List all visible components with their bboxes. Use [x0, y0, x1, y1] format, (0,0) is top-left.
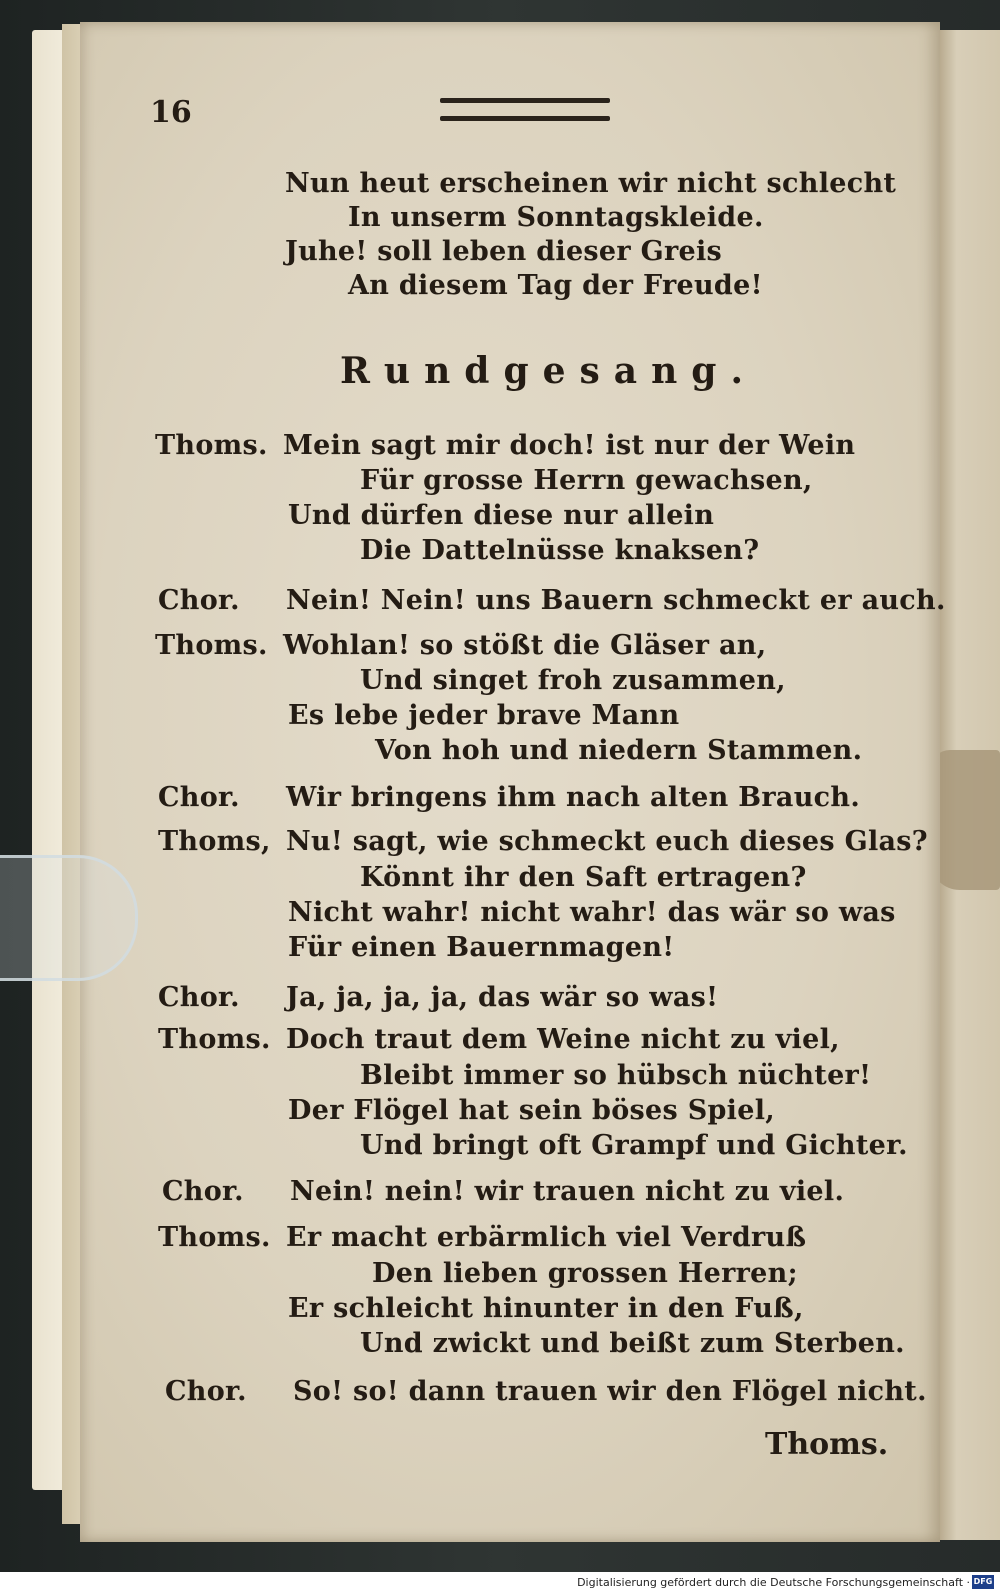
footer-credit: Digitalisierung gefördert durch die Deutsche Forschungsgemeinschaft ·	[577, 1576, 970, 1589]
speaker-label: Chor.	[158, 782, 240, 813]
verse-text: Wir bringens ihm nach alten Brauch.	[286, 782, 861, 813]
speaker-label: Thoms.	[158, 1024, 271, 1055]
verse-text: Doch traut dem Weine nicht zu viel,	[286, 1024, 840, 1055]
verse-line: Von hoh und niedern Stammen.	[375, 735, 863, 766]
verse-line: Für einen Bauernmagen!	[288, 932, 675, 963]
verse-line: Bleibt immer so hübsch nüchter!	[360, 1060, 872, 1091]
verse-line: Für grosse Herrn gewachsen,	[360, 465, 813, 496]
verse-line: Und singet froh zusammen,	[360, 665, 786, 696]
verse-line: Es lebe jeder brave Mann	[288, 700, 680, 731]
dialogue-line	[158, 1222, 806, 1253]
verse-line: Die Dattelnüsse knaksen?	[360, 535, 760, 566]
dialogue-line	[158, 1024, 840, 1055]
verse-text: Er macht erbärmlich viel Verdruß	[286, 1222, 807, 1253]
verse-text: Wohlan! so stößt die Gläser an,	[283, 630, 767, 661]
dialogue-line	[162, 1176, 844, 1207]
dialogue-line	[158, 585, 946, 616]
verse-text: Nein! Nein! uns Bauern schmeckt er auch.	[286, 585, 946, 616]
speaker-label: Chor.	[158, 585, 240, 616]
speaker-label: Thoms.	[155, 430, 268, 461]
dialogue-line	[158, 826, 928, 857]
dialogue-line	[155, 630, 766, 661]
speaker-label: Thoms.	[155, 630, 268, 661]
section-title: Rundgesang.	[340, 350, 757, 392]
verse-line: Und zwickt und beißt zum Sterben.	[360, 1328, 905, 1359]
verse-line: Und bringt oft Grampf und Gichter.	[360, 1130, 908, 1161]
verse-line: Er schleicht hinunter in den Fuß,	[288, 1293, 804, 1324]
intro-line: An diesem Tag der Freude!	[348, 270, 763, 301]
speaker-label: Thoms.	[158, 1222, 271, 1253]
speaker-label: Chor.	[165, 1376, 247, 1407]
header-rule-bottom	[440, 116, 610, 121]
verse-line: Der Flögel hat sein böses Spiel,	[288, 1095, 775, 1126]
speaker-label: Chor.	[162, 1176, 244, 1207]
verse-text: Nu! sagt, wie schmeckt euch dieses Glas?	[286, 826, 928, 857]
verse-text: Mein sagt mir doch! ist nur der Wein	[283, 430, 856, 461]
dialogue-line	[158, 982, 718, 1013]
intro-line: Juhe! soll leben dieser Greis	[285, 236, 723, 267]
verse-text: Nein! nein! wir trauen nicht zu viel.	[290, 1176, 845, 1207]
verse-text: Ja, ja, ja, ja, das wär so was!	[286, 982, 719, 1013]
verse-text: So! so! dann trauen wir den Flögel nicht.	[293, 1376, 927, 1407]
intro-line: Nun heut erscheinen wir nicht schlecht	[285, 168, 897, 199]
page-clip	[0, 855, 138, 981]
dialogue-line	[158, 782, 860, 813]
header-rule-top	[440, 98, 610, 103]
intro-line: In unserm Sonntagskleide.	[348, 202, 764, 233]
paper-tear	[930, 750, 1000, 890]
catchword: Thoms.	[765, 1427, 889, 1462]
verse-line: Nicht wahr! nicht wahr! das wär so was	[288, 897, 896, 928]
verse-line: Und dürfen diese nur allein	[288, 500, 715, 531]
verse-line: Den lieben grossen Herren;	[372, 1258, 798, 1289]
verse-line: Könnt ihr den Saft ertragen?	[360, 862, 807, 893]
dfg-logo: DFG	[972, 1575, 994, 1589]
page-number: 16	[150, 95, 192, 130]
dialogue-line	[155, 430, 855, 461]
dialogue-line	[165, 1376, 927, 1407]
speaker-label: Chor.	[158, 982, 240, 1013]
speaker-label: Thoms,	[158, 826, 271, 857]
